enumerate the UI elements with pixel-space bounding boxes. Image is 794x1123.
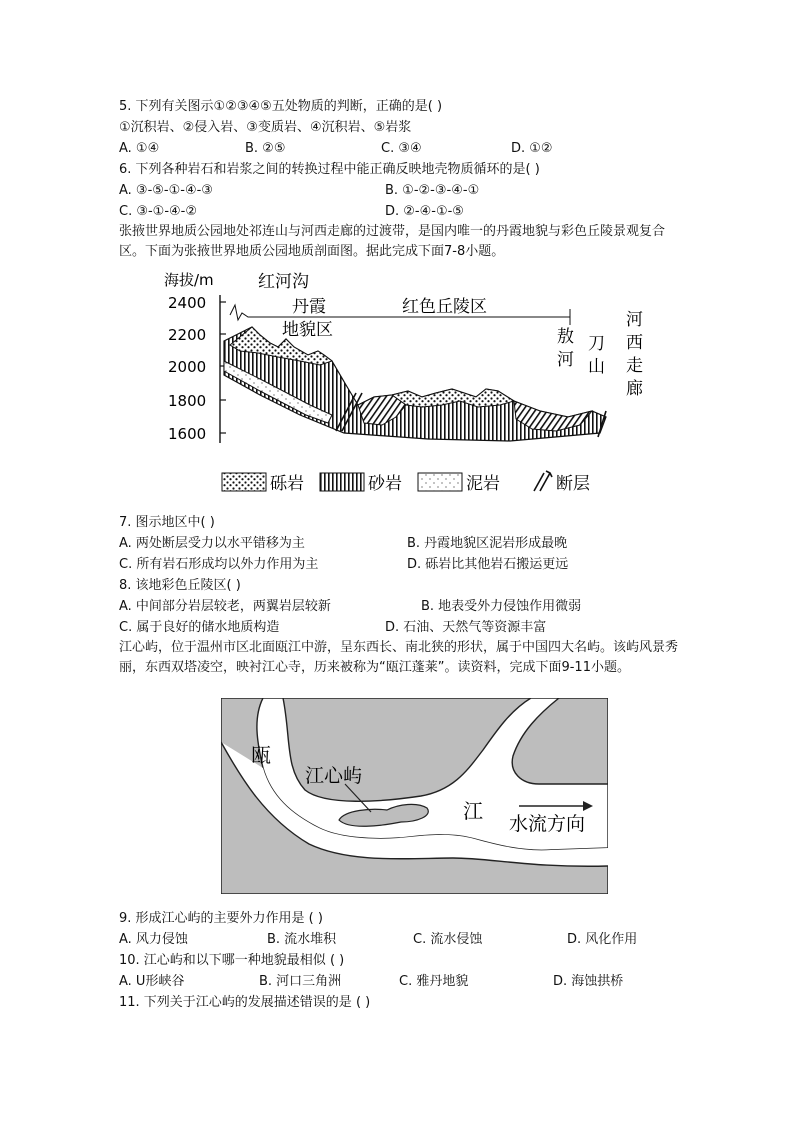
legend-mud-swatch xyxy=(418,473,462,491)
q5-info: ①沉积岩、②侵入岩、③变质岩、④沉积岩、⑤岩浆 xyxy=(119,120,412,135)
label-hexi-3: 走 xyxy=(626,356,643,376)
legend-fault-label: 断层 xyxy=(556,474,590,494)
label-daoshan-2: 山 xyxy=(588,357,605,377)
q6-options-row2 xyxy=(119,203,679,221)
q10-option-a: A. U形峡谷 xyxy=(119,974,185,989)
intro-9-11: 江心屿，位于温州市区北面瓯江中游，呈东西长、南北狭的形状，属于中国四大名屿。该屿风景秀丽，东西双塔凌空，映衬江心寺，历来被称为“瓯江蓬莱”。读资料，完成下面9-11小题。 xyxy=(119,640,679,675)
q6-option-c: C. ③-①-④-② xyxy=(119,204,198,219)
q10-stem: 10. 江心屿和以下哪一种地貌最相似 ( ) xyxy=(119,953,345,968)
label-hongheguo: 红河沟 xyxy=(258,272,309,292)
q6-options-row1 xyxy=(119,182,679,200)
legend xyxy=(222,471,590,494)
q7-option-c: C. 所有岩石形成均以外力作用为主 xyxy=(119,557,319,572)
q5-option-c: C. ③④ xyxy=(381,141,422,156)
axis-title: 海拔/m xyxy=(164,271,214,289)
q7-option-b: B. 丹霞地貌区泥岩形成最晚 xyxy=(407,536,568,551)
q7-options-row1 xyxy=(119,535,679,553)
label-hexi-1: 河 xyxy=(626,310,643,330)
region-bracket xyxy=(230,305,570,325)
tick-2400: 2400 xyxy=(168,294,207,312)
q8-stem: 8. 该地彩色丘陵区( ) xyxy=(119,578,241,593)
label-hills: 红色丘陵区 xyxy=(402,297,487,317)
label-hexi-4: 廊 xyxy=(626,379,643,399)
q9-option-a: A. 风力侵蚀 xyxy=(119,932,188,947)
legend-gravel-label: 砾岩 xyxy=(270,474,304,494)
q9-options xyxy=(119,931,679,949)
q5-option-d: D. ①② xyxy=(511,141,553,156)
q8-option-d: D. 石油、天然气等资源丰富 xyxy=(385,620,547,635)
q8-option-a: A. 中间部分岩层较老，两翼岩层较新 xyxy=(119,599,331,614)
q6-stem: 6. 下列各种岩石和岩浆之间的转换过程中能正确反映地壳物质循环的是( ) xyxy=(119,162,540,177)
legend-mud-label: 泥岩 xyxy=(466,474,500,494)
legend-gravel-swatch xyxy=(222,473,266,491)
label-aohe-2: 河 xyxy=(557,350,574,370)
label-hexi-2: 西 xyxy=(626,333,643,353)
label-aohe-1: 敖 xyxy=(557,327,574,347)
legend-sand-swatch xyxy=(320,473,364,491)
q7-option-d: D. 砾岩比其他岩石搬运更远 xyxy=(407,557,569,572)
label-flow: 水流方向 xyxy=(509,813,586,835)
q8-options-row1 xyxy=(119,598,679,616)
q7-option-a: A. 两处断层受力以水平错移为主 xyxy=(119,536,305,551)
q5-option-b: B. ②⑤ xyxy=(245,141,286,156)
label-daoshan-1: 刀 xyxy=(588,334,605,354)
q8-option-c: C. 属于良好的储水地质构造 xyxy=(119,620,280,635)
geologic-profile-figure xyxy=(160,265,660,505)
tick-1800: 1800 xyxy=(168,392,207,410)
label-ou: 瓯 xyxy=(251,743,271,767)
q6-option-b: B. ①-②-③-④-① xyxy=(385,183,480,198)
tick-1600: 1600 xyxy=(168,425,207,443)
q6-option-a: A. ③-⑤-①-④-③ xyxy=(119,183,213,198)
q5-option-a: A. ①④ xyxy=(119,141,160,156)
q9-option-d: D. 风化作用 xyxy=(567,932,638,947)
label-danxia-1: 丹霞 xyxy=(292,297,326,317)
legend-sand-label: 砂岩 xyxy=(368,474,402,494)
river-map-figure xyxy=(221,698,608,894)
tick-2000: 2000 xyxy=(168,358,207,376)
tick-2200: 2200 xyxy=(168,326,207,344)
q10-options xyxy=(119,973,679,991)
q9-option-b: B. 流水堆积 xyxy=(267,932,337,947)
q7-stem: 7. 图示地区中( ) xyxy=(119,515,215,530)
intro-7-8: 张掖世界地质公园地处祁连山与河西走廊的过渡带，是国内唯一的丹霞地貌与彩色丘陵景观复合区。下面为张掖世界地质公园地质剖面图。据此完成下面7-8小题。 xyxy=(119,224,666,259)
q6-option-d: D. ②-④-①-⑤ xyxy=(385,204,464,219)
q7-options-row2 xyxy=(119,556,679,574)
q9-option-c: C. 流水侵蚀 xyxy=(413,932,483,947)
q5-stem: 5. 下列有关图示①②③④⑤五处物质的判断，正确的是( ) xyxy=(119,99,443,114)
q9-stem: 9. 形成江心屿的主要外力作用是 ( ) xyxy=(119,911,323,926)
legend-fault-symbol xyxy=(534,471,552,491)
label-island: 江心屿 xyxy=(305,765,363,787)
q8-option-b: B. 地表受外力侵蚀作用微弱 xyxy=(421,599,582,614)
label-danxia-2: 地貌区 xyxy=(282,320,333,340)
q10-option-d: D. 海蚀拱桥 xyxy=(553,974,624,989)
q11-stem: 11. 下列关于江心屿的发展描述错误的是 ( ) xyxy=(119,995,371,1010)
q5-options xyxy=(119,140,679,158)
q10-option-c: C. 雅丹地貌 xyxy=(399,974,469,989)
q8-options-row2 xyxy=(119,619,679,637)
label-jiang: 江 xyxy=(463,799,483,823)
q10-option-b: B. 河口三角洲 xyxy=(259,974,342,989)
